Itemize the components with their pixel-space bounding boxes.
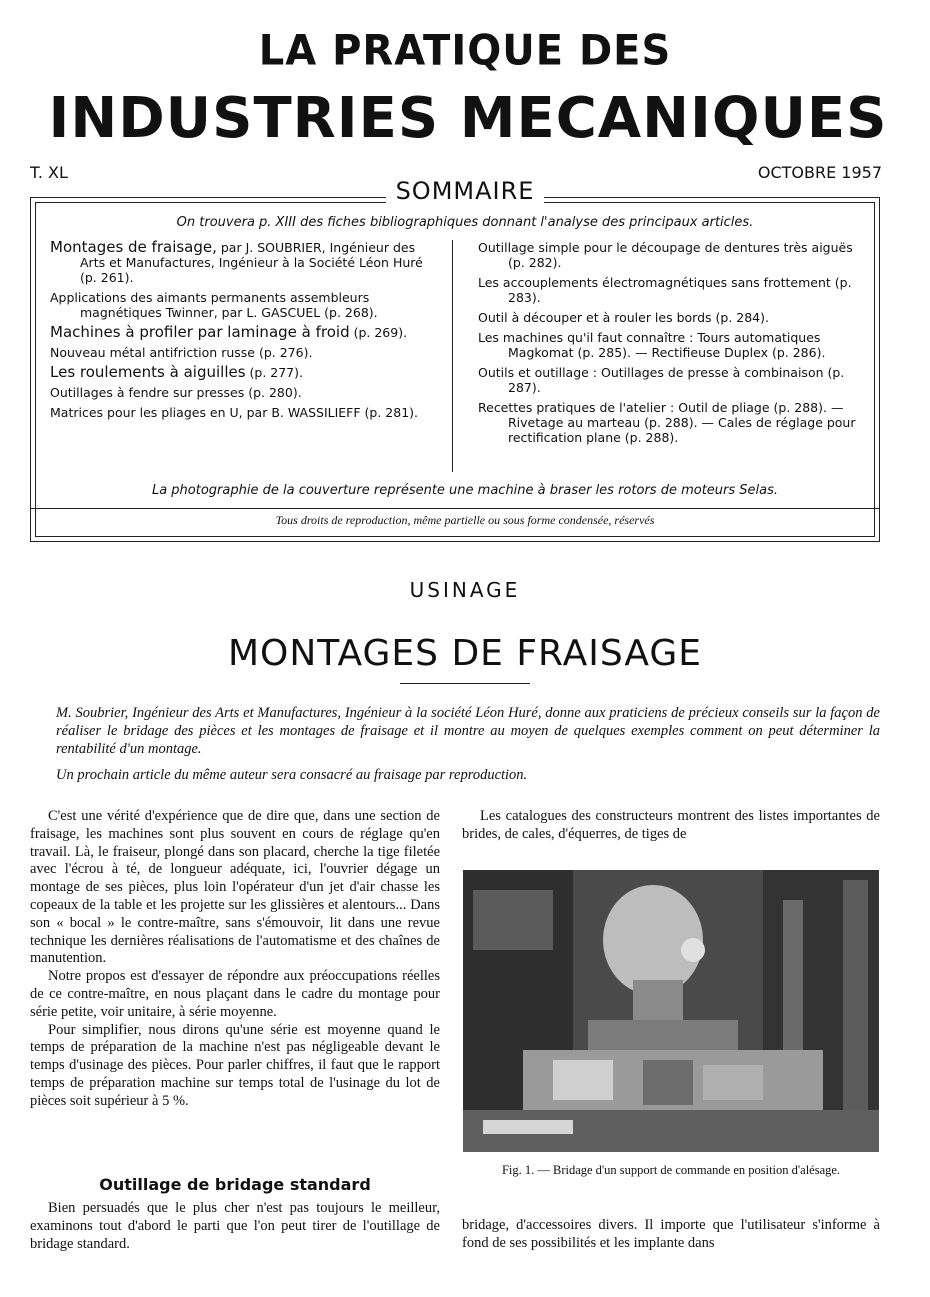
body-column-right-continued: bridage, d'accessoires divers. Il importe que l'utilisateur s'informe à fond de ses possibilités et les implante dans: [462, 1217, 880, 1251]
body-column-left: [30, 808, 440, 1111]
paragraph: C'est une vérité d'expérience que de dire que, dans une section de fraisage, les machines sont plus souvent en cours de réglage qu'en travail. Là, le fraiseur, plongé dans son placard, cherche la tige filetée avec l'écrou à té, de longueur adéquate, ici, l'ouvrier dégage un montage de ses pièces, plus loin l'opérateur d'un jet d'air chasse les copeaux de la table et les projette sur les glissières et alentours... Dans son « bocal » le contre-maître, sans s'émouvoir, lit dans une revue technique les dernières réalisations de l'automatisme et des chaînes de manutention.: [30, 808, 440, 967]
paragraph: Bien persuadés que le plus cher n'est pas toujours le meilleur, examinons tout d'abord le parti que l'on peut tirer de l'outillage de bridage standard.: [30, 1200, 440, 1252]
issue-date: OCTOBRE 1957: [757, 163, 882, 182]
body-column-left-continued: [30, 1200, 440, 1253]
summary-item: Les roulements à aiguilles (p. 277).: [50, 363, 303, 381]
paragraph: Notre propos est d'essayer de répondre aux préoccupations réelles de ce contre-maître, en nous plaçant dans le cadre du montage pour série petite, voir unitaire, à série moyenne.: [30, 968, 440, 1020]
figure-photo: [463, 870, 879, 1152]
summary-item: Outillage simple pour le découpage de dentures très aiguës (p. 282).: [478, 240, 853, 270]
summary-item: Outils et outillage : Outillages de presse à combinaison (p. 287).: [478, 365, 845, 395]
summary-item: Matrices pour les pliages en U, par B. WASSILIEFF (p. 281).: [50, 405, 418, 420]
summary-item: Les machines qu'il faut connaître : Tours automatiques Magkomat (p. 285). — Rectifieuse Duplex (p. 286).: [478, 330, 826, 360]
section-heading: USINAGE: [409, 578, 521, 602]
figure-caption: Fig. 1. — Bridage d'un support de commande en position d'alésage.: [501, 1163, 841, 1177]
paragraph: Pour simplifier, nous dirons qu'une série est moyenne quand le temps de préparation de la machine n'est pas négligeable devant le temps d'usinage des pièces. Pour parler chiffres, il faut que le rapport temps de préparation machine sur temps total de l'usinage du lot de pièces soit supérieur à 5 %.: [30, 1021, 440, 1109]
summary-right-column: [478, 240, 858, 450]
masthead-line-1: LA PRATIQUE DES: [258, 26, 672, 76]
summary-item: Outil à découper et à rouler les bords (p. 284).: [478, 310, 769, 325]
summary-item: Nouveau métal antifriction russe (p. 276).: [50, 345, 313, 360]
summary-item: Les accouplements électromagnétiques sans frottement (p. 283).: [478, 275, 852, 305]
volume-number: T. XL: [30, 163, 68, 182]
summary-intro: On trouvera p. XIII des fiches bibliographiques donnant l'analyse des principaux articles.: [176, 215, 754, 230]
summary-title: SOMMAIRE: [0, 177, 930, 205]
article-lede-note: Un prochain article du même auteur sera consacré au fraisage par reproduction.: [56, 767, 528, 783]
article-title: MONTAGES DE FRAISAGE: [227, 633, 703, 674]
column-divider: [452, 240, 453, 472]
summary-item: Outillages à fendre sur presses (p. 280).: [50, 385, 302, 400]
summary-item: Machines à profiler par laminage à froid (p. 269).: [50, 323, 408, 341]
article-lede: M. Soubrier, Ingénieur des Arts et Manufactures, Ingénieur à la société Léon Huré, donne aux praticiens de précieux conseils sur la façon de réaliser le bridage des pièces et les montages de fraisage et il montre au moyen de quelques exemples comment on peut déterminer la rentabilité d'un montage.: [56, 705, 880, 757]
body-column-right: Les catalogues des constructeurs montrent des listes importantes de brides, de cales, d'équerres, de tiges de: [462, 808, 880, 842]
summary-item: Recettes pratiques de l'atelier : Outil de pliage (p. 288). — Rivetage au marteau (p. 288). — Cales de réglage pour rectification plane (p. 288).: [478, 400, 856, 445]
rights-notice: Tous droits de reproduction, même partielle ou sous forme condensée, réservés: [275, 513, 655, 527]
subheading: Outillage de bridage standard: [99, 1175, 371, 1194]
summary-item: Applications des aimants permanents assembleurs magnétiques Twinner, par L. GASCUEL (p. 268).: [50, 290, 378, 320]
summary-item: Montages de fraisage, par J. SOUBRIER, Ingénieur des Arts et Manufactures, Ingénieur à la Société Léon Huré (p. 261).: [50, 238, 423, 285]
masthead-line-2: INDUSTRIES MECANIQUES: [48, 86, 888, 151]
summary-left-column: [50, 240, 428, 425]
cover-note: La photographie de la couverture représente une machine à braser les rotors de moteurs Selas.: [151, 483, 779, 498]
title-rule: [400, 683, 530, 684]
